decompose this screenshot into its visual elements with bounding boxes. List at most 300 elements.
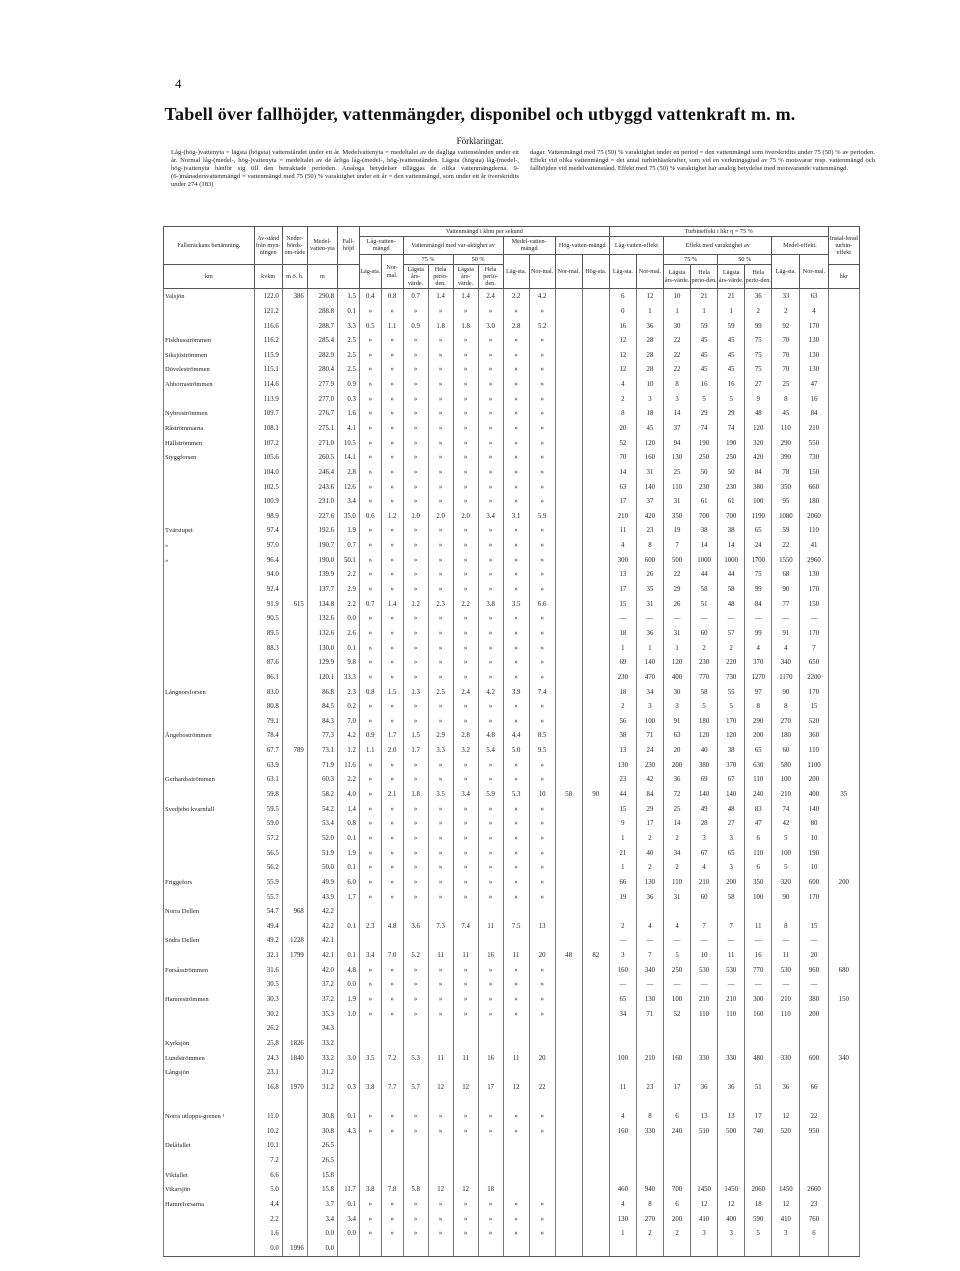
table-cell: 170 <box>800 582 828 597</box>
table-cell: 1.9 <box>337 992 359 1007</box>
table-cell: » <box>428 480 453 495</box>
table-cell: 3.6 <box>403 919 428 934</box>
header-high-water: Hög-vatten-mängd <box>555 237 609 254</box>
table-cell: 192.6 <box>307 524 337 539</box>
table-cell <box>828 655 859 670</box>
table-cell: 0.9 <box>359 729 381 744</box>
table-cell: 4.8 <box>337 963 359 978</box>
table-cell: » <box>503 524 529 539</box>
table-cell: 12 <box>428 1080 453 1095</box>
table-cell <box>828 1036 859 1051</box>
table-cell: 0.7 <box>403 289 428 304</box>
table-cell: » <box>503 553 529 568</box>
table-cell: » <box>403 465 428 480</box>
table-cell: 2 <box>609 699 636 714</box>
table-cell: 1 <box>636 641 663 656</box>
table-cell <box>555 641 582 656</box>
table-cell <box>582 626 609 641</box>
table-cell: 3 <box>718 860 745 875</box>
table-cell: 250 <box>718 450 745 465</box>
header-p50: 50 % <box>718 254 772 264</box>
table-cell: » <box>403 1197 428 1212</box>
table-cell: » <box>453 377 478 392</box>
row-name-cell: Abborraströmmen <box>164 377 255 392</box>
table-cell: 83.0 <box>254 685 282 700</box>
table-cell: 12.6 <box>337 480 359 495</box>
table-cell <box>582 333 609 348</box>
table-cell: 115.9 <box>254 348 282 363</box>
table-cell: » <box>453 773 478 788</box>
table-cell: » <box>428 494 453 509</box>
table-cell: » <box>403 582 428 597</box>
table-cell: 1 <box>691 304 718 319</box>
table-row <box>164 948 860 963</box>
table-cell: 5.4 <box>478 743 503 758</box>
table-cell: 140 <box>636 655 663 670</box>
table-cell <box>282 407 307 422</box>
row-name-cell: Ångeboströmmen <box>164 729 255 744</box>
table-cell: » <box>478 465 503 480</box>
table-cell: 54.2 <box>307 802 337 817</box>
table-cell: 42.0 <box>307 963 337 978</box>
table-cell: » <box>403 670 428 685</box>
table-cell: 2.3 <box>428 597 453 612</box>
table-cell: » <box>381 699 403 714</box>
row-name-cell <box>164 1095 255 1110</box>
row-name-cell: Lundströmmen <box>164 1051 255 1066</box>
header-var-effect: Effekt med varaktighet av <box>663 237 771 254</box>
table-cell: 3.4 <box>307 1212 337 1227</box>
table-cell <box>337 1139 359 1154</box>
table-cell: » <box>503 421 529 436</box>
table-cell: » <box>529 1226 555 1241</box>
table-cell <box>282 1183 307 1198</box>
table-cell <box>828 568 859 583</box>
table-cell <box>582 919 609 934</box>
table-cell: 130 <box>663 450 690 465</box>
table-cell: 56 <box>609 714 636 729</box>
table-cell: 11 <box>453 1051 478 1066</box>
table-cell: 11 <box>609 524 636 539</box>
row-name-cell <box>164 465 255 480</box>
table-cell: » <box>529 538 555 553</box>
row-name-cell <box>164 816 255 831</box>
table-row <box>164 670 860 685</box>
table-cell: 58.2 <box>307 787 337 802</box>
table-cell <box>453 904 478 919</box>
table-cell: 50 <box>718 465 745 480</box>
table-cell: 91 <box>772 626 800 641</box>
table-row <box>164 1051 860 1066</box>
table-cell: 31 <box>636 465 663 480</box>
table-cell: 25 <box>663 802 690 817</box>
table-cell: 11 <box>503 948 529 963</box>
table-cell <box>403 1036 428 1051</box>
table-cell: 13 <box>529 919 555 934</box>
table-cell: 35 <box>636 582 663 597</box>
table-cell: » <box>403 802 428 817</box>
table-cell: 12 <box>609 363 636 378</box>
table-cell: » <box>453 363 478 378</box>
table-cell: » <box>381 1226 403 1241</box>
table-cell: » <box>359 831 381 846</box>
table-cell: » <box>503 465 529 480</box>
table-cell: 4 <box>745 641 772 656</box>
table-cell: 134.8 <box>307 597 337 612</box>
table-cell: » <box>359 802 381 817</box>
table-cell <box>582 1139 609 1154</box>
table-cell: 71.9 <box>307 758 337 773</box>
table-cell: » <box>381 333 403 348</box>
table-cell: 0.0 <box>337 612 359 627</box>
table-cell: 2.5 <box>337 363 359 378</box>
table-cell <box>555 1036 582 1051</box>
table-cell <box>828 860 859 875</box>
table-cell: 2.8 <box>503 319 529 334</box>
table-cell <box>381 1139 403 1154</box>
table-cell: 150 <box>828 992 859 1007</box>
table-cell: 110 <box>718 1007 745 1022</box>
table-cell: 400 <box>800 787 828 802</box>
table-cell: 55.9 <box>254 875 282 890</box>
table-cell: 250 <box>663 963 690 978</box>
table-cell <box>555 670 582 685</box>
table-cell: » <box>381 421 403 436</box>
table-cell <box>555 568 582 583</box>
table-cell: 17 <box>609 494 636 509</box>
table-cell: 59.5 <box>254 802 282 817</box>
table-cell: » <box>453 1197 478 1212</box>
table-cell: 61 <box>718 494 745 509</box>
table-cell: 2.9 <box>428 729 453 744</box>
table-cell: 330 <box>718 1051 745 1066</box>
header-group-turbine: Turbineffekt i hkr η = 75 % <box>609 227 828 237</box>
table-cell <box>555 890 582 905</box>
table-cell <box>828 363 859 378</box>
table-cell: 69 <box>691 773 718 788</box>
table-cell: 36 <box>691 1080 718 1095</box>
table-cell: 630 <box>745 758 772 773</box>
table-cell <box>800 1153 828 1168</box>
table-cell: 7.0 <box>381 948 403 963</box>
table-cell: 7.5 <box>503 919 529 934</box>
table-row <box>164 1197 860 1212</box>
table-cell: 300 <box>745 992 772 1007</box>
table-cell: 25 <box>772 377 800 392</box>
table-cell: 20 <box>529 948 555 963</box>
table-cell <box>555 392 582 407</box>
table-cell <box>828 450 859 465</box>
table-cell: » <box>503 1226 529 1241</box>
table-cell <box>282 333 307 348</box>
table-cell: 1.7 <box>337 890 359 905</box>
table-cell: » <box>428 348 453 363</box>
table-cell <box>555 1065 582 1080</box>
table-cell <box>636 1036 663 1051</box>
table-cell: 7.8 <box>381 1183 403 1198</box>
table-cell: » <box>478 377 503 392</box>
table-cell: 0.9 <box>337 377 359 392</box>
table-cell <box>555 831 582 846</box>
table-cell: » <box>478 1212 503 1227</box>
row-name-cell: Kyrksjön <box>164 1036 255 1051</box>
table-cell <box>428 1241 453 1256</box>
table-cell <box>282 816 307 831</box>
table-cell: » <box>381 641 403 656</box>
table-cell: 45 <box>691 348 718 363</box>
table-cell: 140 <box>718 787 745 802</box>
table-cell: 40 <box>636 846 663 861</box>
table-cell: 0.2 <box>337 699 359 714</box>
table-cell <box>453 1095 478 1110</box>
table-cell: 9.8 <box>337 655 359 670</box>
table-cell <box>282 670 307 685</box>
table-cell: 3 <box>772 1226 800 1241</box>
data-table <box>163 226 860 1257</box>
table-cell <box>555 450 582 465</box>
table-cell: » <box>403 1007 428 1022</box>
row-name-cell: Tvärstupet <box>164 524 255 539</box>
table-cell: 90.5 <box>254 612 282 627</box>
table-cell <box>609 1139 636 1154</box>
table-cell <box>582 758 609 773</box>
table-cell <box>582 860 609 875</box>
table-cell <box>582 465 609 480</box>
table-cell: » <box>359 773 381 788</box>
table-cell: 45 <box>691 363 718 378</box>
table-cell <box>772 1139 800 1154</box>
table-cell <box>828 421 859 436</box>
table-cell: » <box>503 860 529 875</box>
table-row <box>164 1139 860 1154</box>
table-cell <box>828 802 859 817</box>
table-cell <box>529 1036 555 1051</box>
table-cell <box>828 934 859 949</box>
table-cell: » <box>503 494 529 509</box>
row-name-cell <box>164 743 255 758</box>
table-cell: 4.3 <box>337 1124 359 1139</box>
table-cell: 130 <box>800 363 828 378</box>
table-cell: 17 <box>745 1109 772 1124</box>
table-cell: 11 <box>428 1051 453 1066</box>
table-cell: 0 <box>609 304 636 319</box>
row-name-cell <box>164 1153 255 1168</box>
table-cell: 4 <box>663 919 690 934</box>
table-row <box>164 568 860 583</box>
table-cell: 2.2 <box>254 1212 282 1227</box>
table-cell: 63 <box>663 729 690 744</box>
table-cell <box>282 626 307 641</box>
row-name-cell <box>164 494 255 509</box>
table-cell: 16 <box>691 377 718 392</box>
row-name-cell <box>164 597 255 612</box>
table-cell: 1700 <box>745 553 772 568</box>
row-name-cell: Råströmmarna <box>164 421 255 436</box>
table-cell: 1.5 <box>337 289 359 304</box>
table-cell <box>529 1021 555 1036</box>
table-cell <box>636 1021 663 1036</box>
table-cell <box>828 1241 859 1256</box>
table-cell: 91.9 <box>254 597 282 612</box>
table-cell: » <box>478 714 503 729</box>
table-cell: 2.2 <box>337 568 359 583</box>
table-cell: 3.2 <box>453 743 478 758</box>
table-cell: 0.1 <box>337 860 359 875</box>
table-cell <box>453 1036 478 1051</box>
table-cell: 0.3 <box>337 1080 359 1095</box>
table-cell: 700 <box>663 1183 690 1198</box>
table-cell: 100 <box>636 714 663 729</box>
row-name-cell <box>164 1241 255 1256</box>
table-cell: 386 <box>282 289 307 304</box>
table-cell <box>582 377 609 392</box>
table-cell: 0.5 <box>359 319 381 334</box>
table-cell: 2.4 <box>478 289 503 304</box>
table-cell: 33.2 <box>307 1036 337 1051</box>
table-cell: 282.9 <box>307 348 337 363</box>
table-cell: 71 <box>636 729 663 744</box>
table-cell: » <box>503 568 529 583</box>
table-cell <box>381 1241 403 1256</box>
table-cell <box>636 1065 663 1080</box>
header-lagsta-ars: Lägsta års-värde. <box>403 264 428 289</box>
table-cell <box>555 714 582 729</box>
table-cell: 1190 <box>745 509 772 524</box>
table-cell: 84 <box>800 407 828 422</box>
table-cell: » <box>381 670 403 685</box>
table-cell <box>555 1226 582 1241</box>
table-cell <box>582 524 609 539</box>
table-cell: 59 <box>718 319 745 334</box>
table-cell: 6.6 <box>529 597 555 612</box>
row-name-cell: Svedjebo kvarnfall <box>164 802 255 817</box>
table-cell: — <box>745 934 772 949</box>
table-cell: 5.9 <box>529 509 555 524</box>
table-cell: 34 <box>663 846 690 861</box>
table-cell: » <box>403 304 428 319</box>
table-cell: » <box>403 363 428 378</box>
table-cell: 99 <box>745 626 772 641</box>
table-cell: » <box>381 1212 403 1227</box>
table-cell <box>282 978 307 993</box>
table-cell: 940 <box>636 1183 663 1198</box>
table-cell: » <box>381 582 403 597</box>
table-cell: 1.9 <box>337 524 359 539</box>
table-row <box>164 465 860 480</box>
table-cell <box>609 1168 636 1183</box>
table-cell: 288.8 <box>307 304 337 319</box>
table-cell <box>718 1139 745 1154</box>
table-cell <box>828 524 859 539</box>
table-cell: » <box>529 363 555 378</box>
table-cell: 0.0 <box>254 1241 282 1256</box>
table-cell: 24 <box>636 743 663 758</box>
table-cell: 770 <box>745 963 772 978</box>
table-cell: 110 <box>800 524 828 539</box>
table-cell: » <box>453 524 478 539</box>
table-cell <box>718 1153 745 1168</box>
table-cell: » <box>529 831 555 846</box>
table-cell <box>555 875 582 890</box>
table-cell: 1270 <box>745 670 772 685</box>
table-cell: 330 <box>772 1051 800 1066</box>
table-cell: 120.1 <box>307 670 337 685</box>
table-cell: 116.6 <box>254 319 282 334</box>
table-cell: 3.4 <box>453 787 478 802</box>
table-cell <box>609 1021 636 1036</box>
table-cell: » <box>529 992 555 1007</box>
table-cell: » <box>428 1007 453 1022</box>
table-cell: » <box>359 816 381 831</box>
table-cell: 3 <box>691 1226 718 1241</box>
table-cell: 22 <box>529 1080 555 1095</box>
table-cell: — <box>772 978 800 993</box>
table-cell <box>582 612 609 627</box>
table-cell <box>582 1168 609 1183</box>
table-cell <box>282 758 307 773</box>
table-cell <box>691 1036 718 1051</box>
table-cell <box>800 1095 828 1110</box>
table-cell: 276.7 <box>307 407 337 422</box>
table-cell <box>282 348 307 363</box>
table-cell: 48 <box>745 407 772 422</box>
table-cell: 110 <box>663 875 690 890</box>
table-cell: 3.9 <box>503 685 529 700</box>
table-cell: 1.6 <box>337 407 359 422</box>
table-cell <box>381 1036 403 1051</box>
table-cell: 170 <box>800 319 828 334</box>
table-cell <box>282 860 307 875</box>
table-cell: » <box>503 802 529 817</box>
table-cell <box>582 831 609 846</box>
table-cell: 35 <box>828 787 859 802</box>
table-cell <box>582 655 609 670</box>
table-cell: 170 <box>800 890 828 905</box>
table-cell: » <box>359 582 381 597</box>
table-cell <box>663 1153 690 1168</box>
table-cell <box>337 1168 359 1183</box>
page-number: 4 <box>175 76 182 91</box>
table-cell: 36 <box>745 289 772 304</box>
table-cell <box>691 1139 718 1154</box>
table-cell: » <box>529 450 555 465</box>
row-name-cell <box>164 758 255 773</box>
table-cell: 55.7 <box>254 890 282 905</box>
table-cell: — <box>772 612 800 627</box>
table-cell: 36 <box>663 773 690 788</box>
table-cell: 2 <box>636 860 663 875</box>
table-cell: 72 <box>663 787 690 802</box>
table-cell: 1170 <box>772 670 800 685</box>
table-cell: 36 <box>636 319 663 334</box>
table-cell <box>478 1139 503 1154</box>
table-cell: » <box>503 816 529 831</box>
table-cell: 70 <box>772 333 800 348</box>
table-cell: » <box>381 978 403 993</box>
table-cell <box>478 1065 503 1080</box>
table-cell: 16 <box>478 948 503 963</box>
table-cell: 2.0 <box>428 509 453 524</box>
table-cell: 789 <box>282 743 307 758</box>
table-cell: » <box>381 392 403 407</box>
table-cell: — <box>718 612 745 627</box>
table-cell <box>691 1153 718 1168</box>
table-cell <box>337 1241 359 1256</box>
table-cell: » <box>453 465 478 480</box>
header-hela: Hela perio-den. <box>745 264 772 289</box>
table-cell <box>282 1226 307 1241</box>
table-cell <box>282 538 307 553</box>
